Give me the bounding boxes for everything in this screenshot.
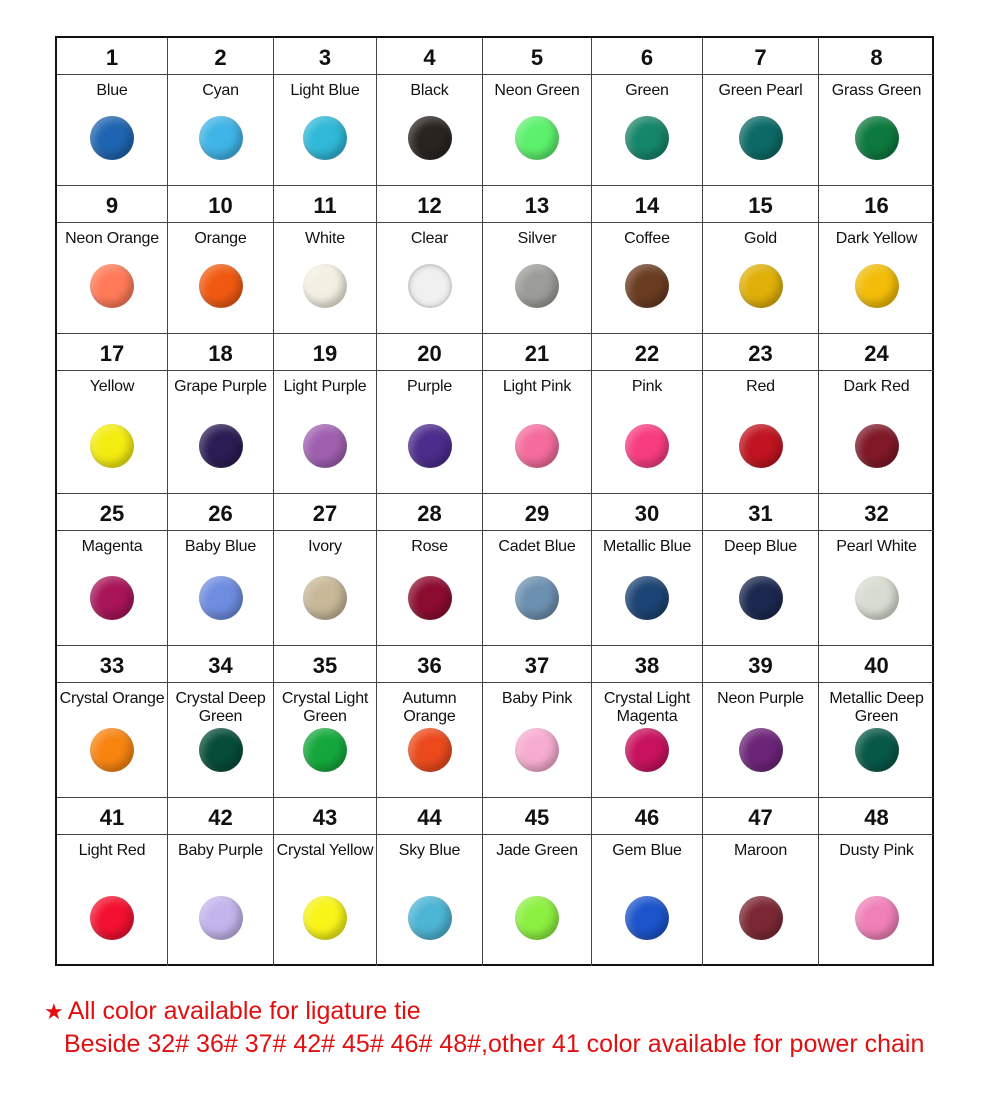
color-cell [274, 494, 377, 646]
color-cell [57, 494, 168, 646]
color-cell [483, 38, 592, 186]
color-number: 3 [274, 38, 376, 75]
color-swatch [515, 728, 559, 772]
color-number: 29 [483, 494, 591, 531]
color-cell [703, 186, 819, 334]
color-number: 31 [703, 494, 818, 531]
color-name: Baby Purple [178, 842, 263, 859]
color-cell [592, 38, 703, 186]
color-number: 14 [592, 186, 702, 223]
color-number: 5 [483, 38, 591, 75]
color-name: Crystal Deep Green [175, 690, 266, 725]
color-swatch [625, 576, 669, 620]
color-cell [57, 334, 168, 494]
color-number: 44 [377, 798, 482, 835]
color-swatch [855, 424, 899, 468]
color-cell [274, 798, 377, 966]
color-name: Clear [410, 230, 449, 247]
color-name: Crystal Orange [59, 690, 165, 707]
color-number: 12 [377, 186, 482, 223]
color-name: Gem Blue [612, 842, 682, 859]
color-cell [819, 186, 934, 334]
star-icon: ★ [44, 999, 64, 1024]
color-cell [377, 494, 483, 646]
color-name: Light Red [78, 842, 146, 859]
color-cell [274, 38, 377, 186]
color-number: 22 [592, 334, 702, 371]
color-number: 18 [168, 334, 273, 371]
color-number: 7 [703, 38, 818, 75]
color-cell [592, 334, 703, 494]
availability-notes [44, 995, 984, 1060]
color-cell [168, 798, 274, 966]
color-cell [592, 494, 703, 646]
color-name: Deep Blue [724, 538, 797, 555]
color-cell [274, 334, 377, 494]
color-swatch [199, 264, 243, 308]
color-name: Baby Pink [501, 690, 573, 707]
color-swatch [90, 424, 134, 468]
color-name: Cadet Blue [498, 538, 576, 555]
color-number: 34 [168, 646, 273, 683]
color-name: Green Pearl [718, 82, 803, 99]
color-cell [703, 646, 819, 798]
color-cell [819, 334, 934, 494]
color-cell [274, 186, 377, 334]
color-number: 23 [703, 334, 818, 371]
color-swatch [625, 424, 669, 468]
color-number: 8 [819, 38, 934, 75]
color-number: 15 [703, 186, 818, 223]
color-swatch [625, 728, 669, 772]
color-swatch [199, 576, 243, 620]
color-number: 19 [274, 334, 376, 371]
color-swatch [90, 576, 134, 620]
color-cell [703, 334, 819, 494]
color-number: 27 [274, 494, 376, 531]
color-number: 33 [57, 646, 167, 683]
color-number: 10 [168, 186, 273, 223]
color-swatch [199, 424, 243, 468]
color-name: Blue [96, 82, 128, 99]
color-cell [57, 798, 168, 966]
color-cell [483, 798, 592, 966]
color-swatch [303, 116, 347, 160]
color-cell [57, 38, 168, 186]
color-swatch [625, 116, 669, 160]
color-swatch [303, 424, 347, 468]
color-swatch [739, 116, 783, 160]
color-name: Black [410, 82, 449, 99]
note-ligature-text: All color available for ligature tie [67, 997, 421, 1025]
color-cell [703, 798, 819, 966]
color-name: Light Blue [290, 82, 360, 99]
color-number: 17 [57, 334, 167, 371]
color-name: Dark Red [843, 378, 910, 395]
color-name: Purple [406, 378, 453, 395]
color-cell [483, 646, 592, 798]
color-number: 1 [57, 38, 167, 75]
color-cell [483, 334, 592, 494]
color-number: 28 [377, 494, 482, 531]
color-cell [168, 186, 274, 334]
color-number: 48 [819, 798, 934, 835]
color-name: Red [746, 378, 775, 395]
color-number: 30 [592, 494, 702, 531]
color-swatch [90, 264, 134, 308]
color-cell [168, 334, 274, 494]
color-name: Rose [411, 538, 448, 555]
color-name: Neon Orange [65, 230, 159, 247]
color-name: Orange [194, 230, 247, 247]
color-cell [57, 186, 168, 334]
color-swatch [625, 264, 669, 308]
color-name: Coffee [624, 230, 670, 247]
color-swatch [303, 728, 347, 772]
color-swatch [515, 896, 559, 940]
color-name: Baby Blue [184, 538, 257, 555]
color-cell [377, 798, 483, 966]
color-number: 47 [703, 798, 818, 835]
color-swatch [739, 264, 783, 308]
color-swatch [303, 264, 347, 308]
color-swatch [739, 896, 783, 940]
color-cell [703, 494, 819, 646]
color-number: 42 [168, 798, 273, 835]
color-swatch [515, 424, 559, 468]
color-swatch [90, 116, 134, 160]
color-cell [483, 186, 592, 334]
color-name: Crystal Light Green [281, 690, 369, 725]
color-number: 26 [168, 494, 273, 531]
note-line-1 [44, 995, 984, 1028]
color-cell [377, 646, 483, 798]
color-number: 41 [57, 798, 167, 835]
color-swatch [408, 576, 452, 620]
color-swatch [739, 728, 783, 772]
color-name: Gold [744, 230, 777, 247]
color-swatch [739, 576, 783, 620]
color-swatch [303, 896, 347, 940]
color-name: Crystal Yellow [276, 842, 374, 859]
color-name: Grass Green [831, 82, 922, 99]
color-number: 13 [483, 186, 591, 223]
color-cell [377, 38, 483, 186]
color-number: 11 [274, 186, 376, 223]
color-name: Silver [517, 230, 557, 247]
color-name: Maroon [733, 842, 788, 859]
color-name: Light Purple [283, 378, 367, 395]
color-number: 25 [57, 494, 167, 531]
color-number: 45 [483, 798, 591, 835]
color-number: 39 [703, 646, 818, 683]
color-cell [168, 494, 274, 646]
color-swatch [90, 896, 134, 940]
color-name: Neon Purple [717, 690, 804, 707]
color-cell [703, 38, 819, 186]
color-number: 32 [819, 494, 934, 531]
color-swatch [408, 116, 452, 160]
color-swatch [855, 896, 899, 940]
color-swatch [855, 116, 899, 160]
color-name: Metallic Deep Green [829, 690, 924, 725]
color-swatch [199, 896, 243, 940]
color-number: 40 [819, 646, 934, 683]
color-name: Yellow [89, 378, 135, 395]
color-number: 21 [483, 334, 591, 371]
color-number: 2 [168, 38, 273, 75]
color-cell [819, 798, 934, 966]
color-swatch [515, 264, 559, 308]
color-swatch [739, 424, 783, 468]
color-swatch [408, 264, 452, 308]
color-swatch [408, 728, 452, 772]
color-number: 38 [592, 646, 702, 683]
color-number: 46 [592, 798, 702, 835]
color-name: Sky Blue [398, 842, 461, 859]
color-swatch [625, 896, 669, 940]
color-name: Cyan [202, 82, 239, 99]
color-number: 24 [819, 334, 934, 371]
color-swatch [199, 116, 243, 160]
color-number: 16 [819, 186, 934, 223]
color-name: Autumn Orange [402, 690, 457, 725]
color-number: 43 [274, 798, 376, 835]
color-cell [592, 646, 703, 798]
color-number: 6 [592, 38, 702, 75]
color-cell [377, 334, 483, 494]
color-name: Crystal Light Magenta [603, 690, 691, 725]
color-cell [483, 494, 592, 646]
color-chart [55, 36, 934, 966]
color-name: Metallic Blue [602, 538, 692, 555]
color-name: Dusty Pink [839, 842, 914, 859]
color-cell [168, 38, 274, 186]
color-name: Magenta [81, 538, 143, 555]
color-cell [274, 646, 377, 798]
color-name: Ivory [308, 538, 342, 555]
color-swatch [855, 264, 899, 308]
color-name: Jade Green [496, 842, 578, 859]
color-swatch [515, 576, 559, 620]
color-name: Pearl White [836, 538, 917, 555]
color-cell [819, 494, 934, 646]
color-swatch [408, 896, 452, 940]
color-cell [592, 798, 703, 966]
color-swatch [855, 576, 899, 620]
color-name: Dark Yellow [835, 230, 918, 247]
color-name: Neon Green [494, 82, 580, 99]
color-name: Pink [631, 378, 663, 395]
color-swatch [515, 116, 559, 160]
color-name: Grape Purple [174, 378, 267, 395]
color-name: White [305, 230, 345, 247]
color-number: 36 [377, 646, 482, 683]
color-cell [57, 646, 168, 798]
color-number: 35 [274, 646, 376, 683]
color-number: 4 [377, 38, 482, 75]
color-swatch [199, 728, 243, 772]
color-cell [377, 186, 483, 334]
color-swatch [90, 728, 134, 772]
color-name: Green [625, 82, 669, 99]
color-cell [168, 646, 274, 798]
color-name: Light Pink [502, 378, 572, 395]
note-power-chain-text: Beside 32# 36# 37# 42# 45# 46# 48#,other 41 color available for power chain [64, 1030, 925, 1058]
color-cell [819, 38, 934, 186]
color-swatch [855, 728, 899, 772]
color-swatch [303, 576, 347, 620]
color-swatch [408, 424, 452, 468]
color-number: 37 [483, 646, 591, 683]
color-cell [819, 646, 934, 798]
color-cell [592, 186, 703, 334]
color-number: 20 [377, 334, 482, 371]
color-number: 9 [57, 186, 167, 223]
